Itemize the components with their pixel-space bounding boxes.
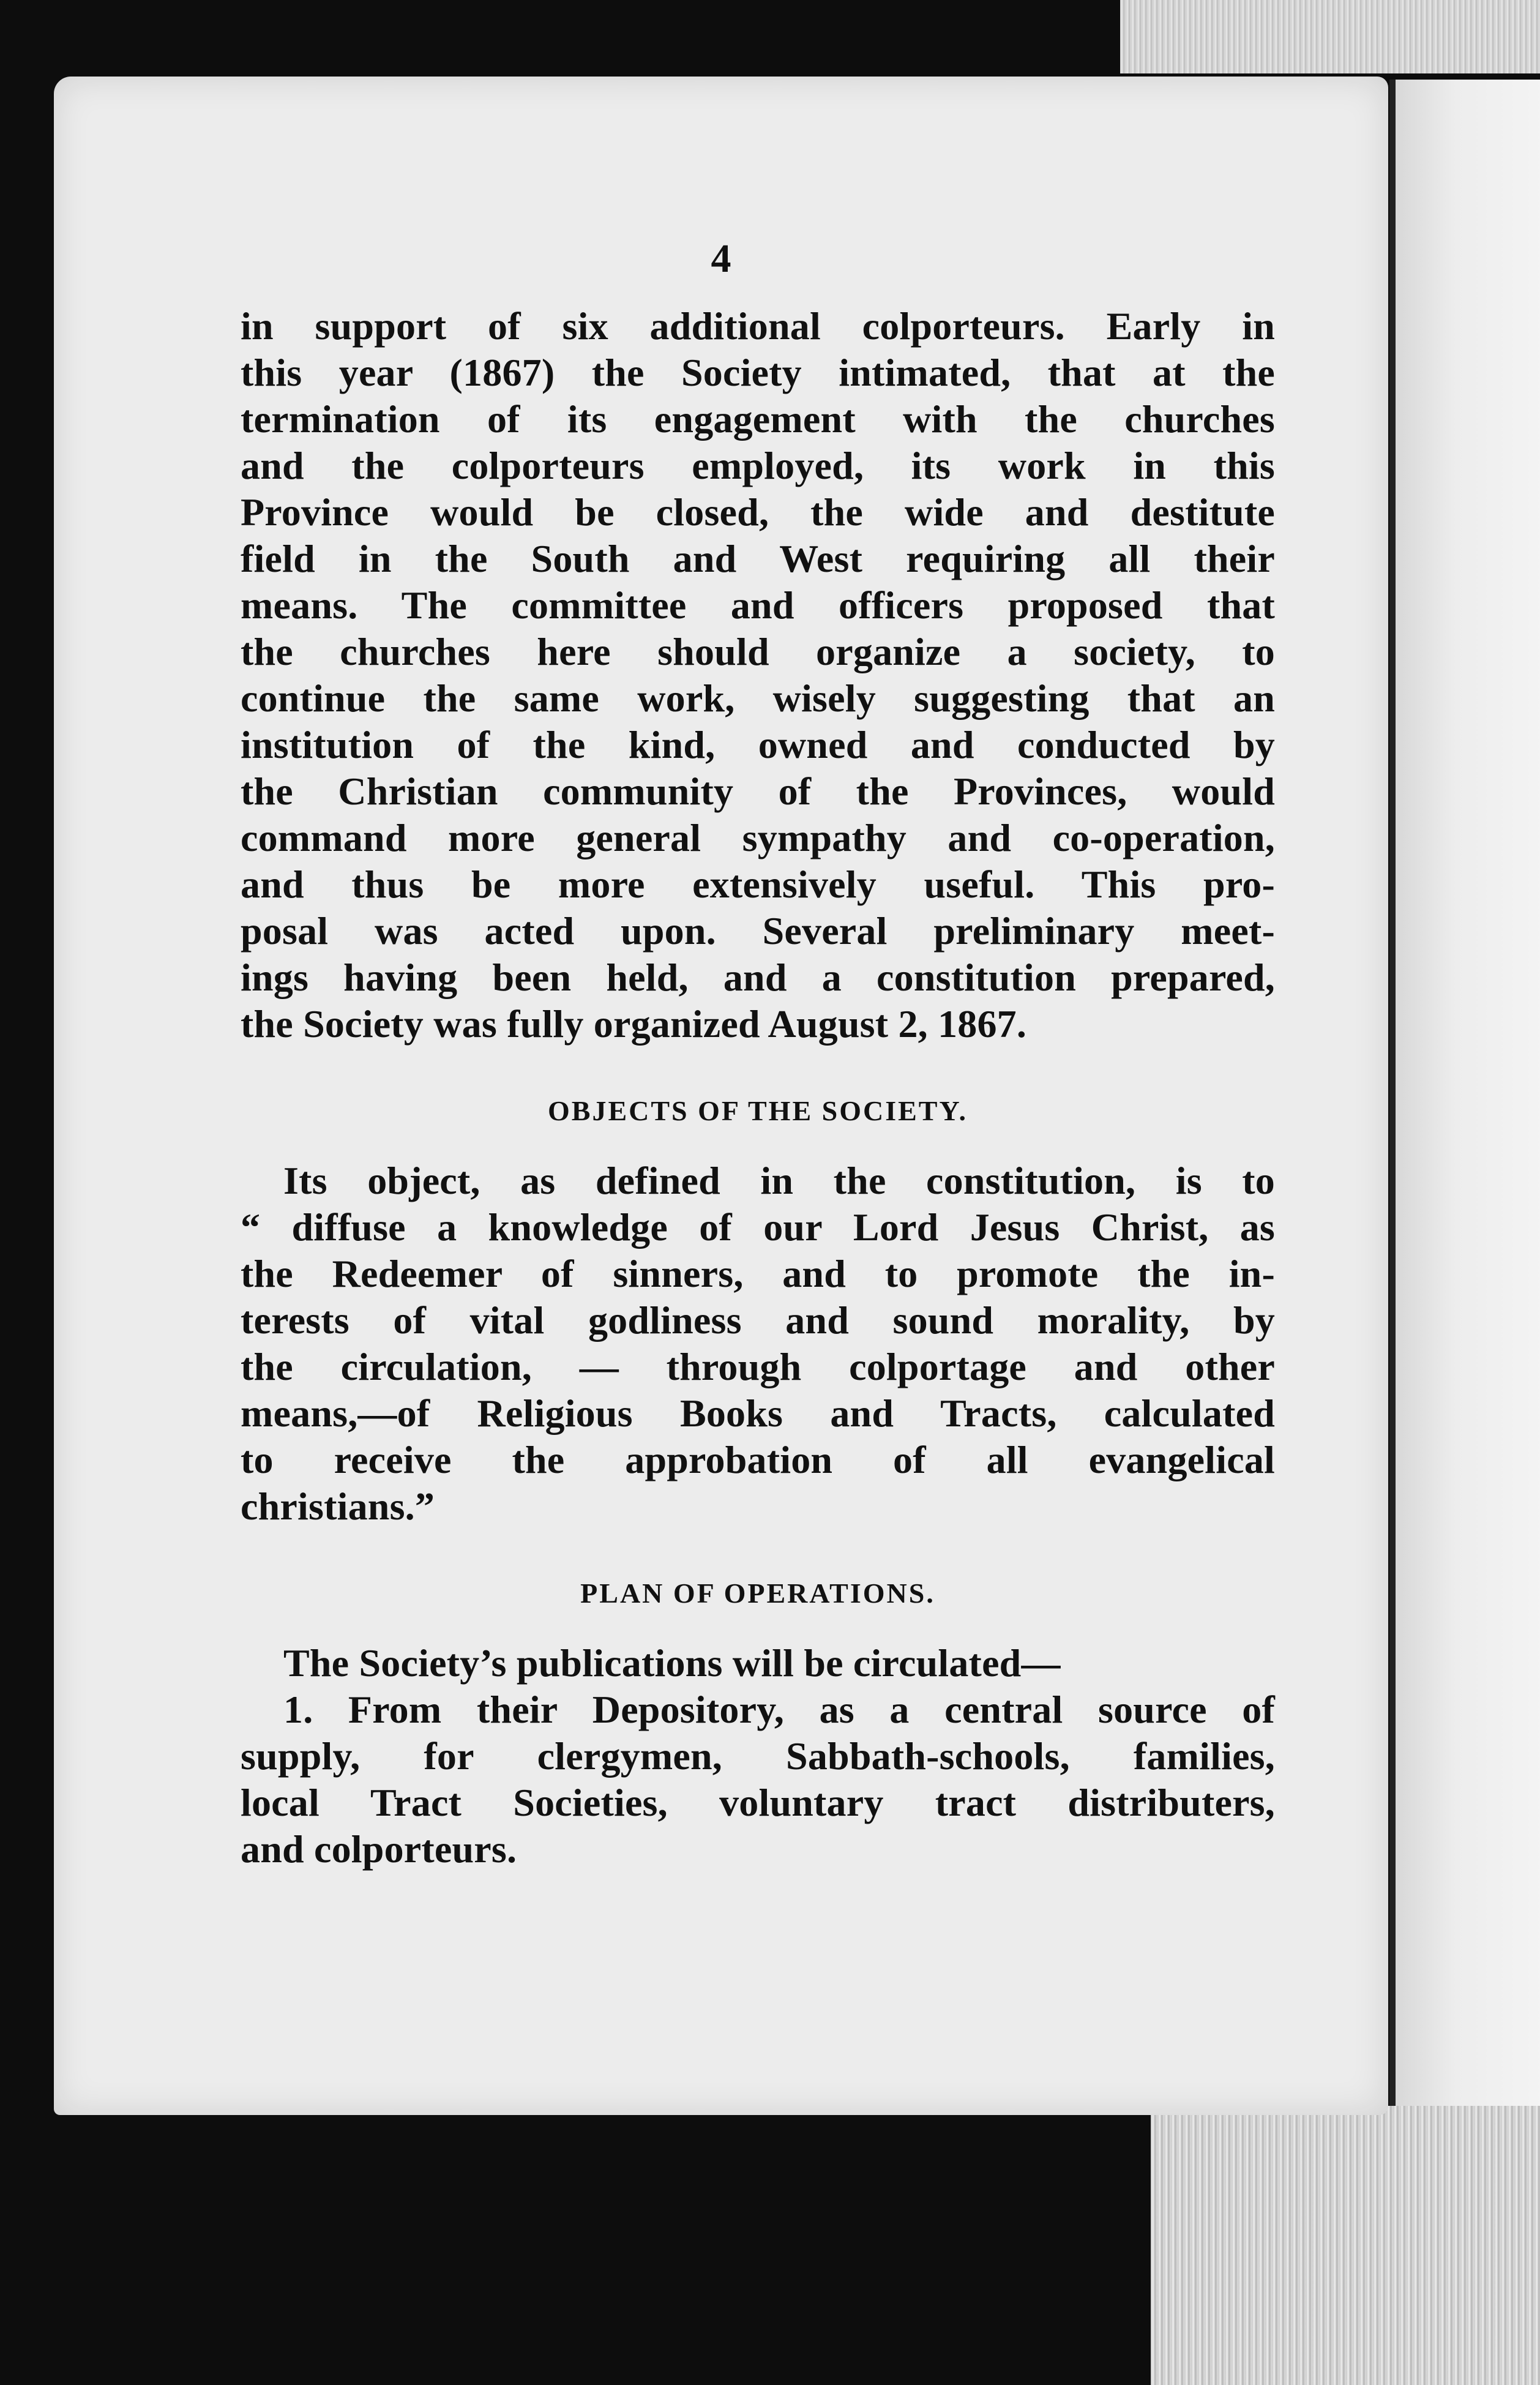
- text-line: “ diffuse a knowledge of our Lord Jesus Christ, as: [241, 1205, 1275, 1249]
- text-line: the Redeemer of sinners, and to promote the in-: [241, 1252, 1275, 1295]
- paragraph-intro: [241, 303, 1275, 1047]
- text-line: ings having been held, and a constitution prepared,: [241, 956, 1275, 999]
- scan-edge-bottom: [1151, 2106, 1540, 2385]
- text-line: and thus be more extensively useful. This pro-: [241, 863, 1275, 906]
- page-text: [241, 303, 1275, 1873]
- text-line: means,—of Religious Books and Tracts, calculated: [241, 1391, 1275, 1435]
- text-line: local Tract Societies, voluntary tract distributers,: [241, 1781, 1275, 1824]
- text-line: institution of the kind, owned and conducted by: [241, 723, 1275, 766]
- text-line: means. The committee and officers proposed that: [241, 583, 1275, 627]
- text-line: termination of its engagement with the churches: [241, 397, 1275, 441]
- page-number: 4: [711, 236, 731, 281]
- scan-edge-top: [1120, 0, 1540, 73]
- text-line: Province would be closed, the wide and destitute: [241, 490, 1275, 534]
- text-line: command more general sympathy and co-operation,: [241, 816, 1275, 859]
- text-line: this year (1867) the Society intimated, that at the: [241, 351, 1275, 394]
- text-line: in support of six additional colporteurs. Early in: [241, 304, 1275, 348]
- text-line: the circulation, — through colportage and other: [241, 1345, 1275, 1388]
- text-line: christians.”: [241, 1485, 435, 1528]
- adjacent-page-edge: [1389, 80, 1540, 2124]
- paragraph-plan: [241, 1640, 1275, 1873]
- text-line: posal was acted upon. Several preliminary meet-: [241, 909, 1275, 953]
- text-line: to receive the approbation of all evangelical: [241, 1438, 1275, 1481]
- text-line: terests of vital godliness and sound morality, by: [241, 1298, 1275, 1342]
- text-line: continue the same work, wisely suggesting that an: [241, 676, 1275, 720]
- text-line: supply, for clergymen, Sabbath-schools, families,: [241, 1734, 1275, 1778]
- section-heading-plan: PLAN OF OPERATIONS.: [580, 1578, 935, 1609]
- text-line: 1. From their Depository, as a central source of: [283, 1688, 1275, 1731]
- text-line: field in the South and West requiring all their: [241, 537, 1275, 580]
- text-line: the churches here should organize a society, to: [241, 630, 1275, 673]
- text-line: The Society’s publications will be circulated—: [283, 1641, 1061, 1685]
- text-line: the Christian community of the Provinces, would: [241, 769, 1275, 813]
- text-line: and the colporteurs employed, its work in this: [241, 444, 1275, 487]
- text-line: Its object, as defined in the constitution, is to: [283, 1159, 1275, 1202]
- section-heading-objects: OBJECTS OF THE SOCIETY.: [548, 1095, 968, 1126]
- paragraph-objects: [241, 1158, 1275, 1530]
- text-line: and colporteurs.: [241, 1827, 517, 1871]
- text-line: the Society was fully organized August 2, 1867.: [241, 1002, 1027, 1046]
- book-page: [54, 77, 1388, 2115]
